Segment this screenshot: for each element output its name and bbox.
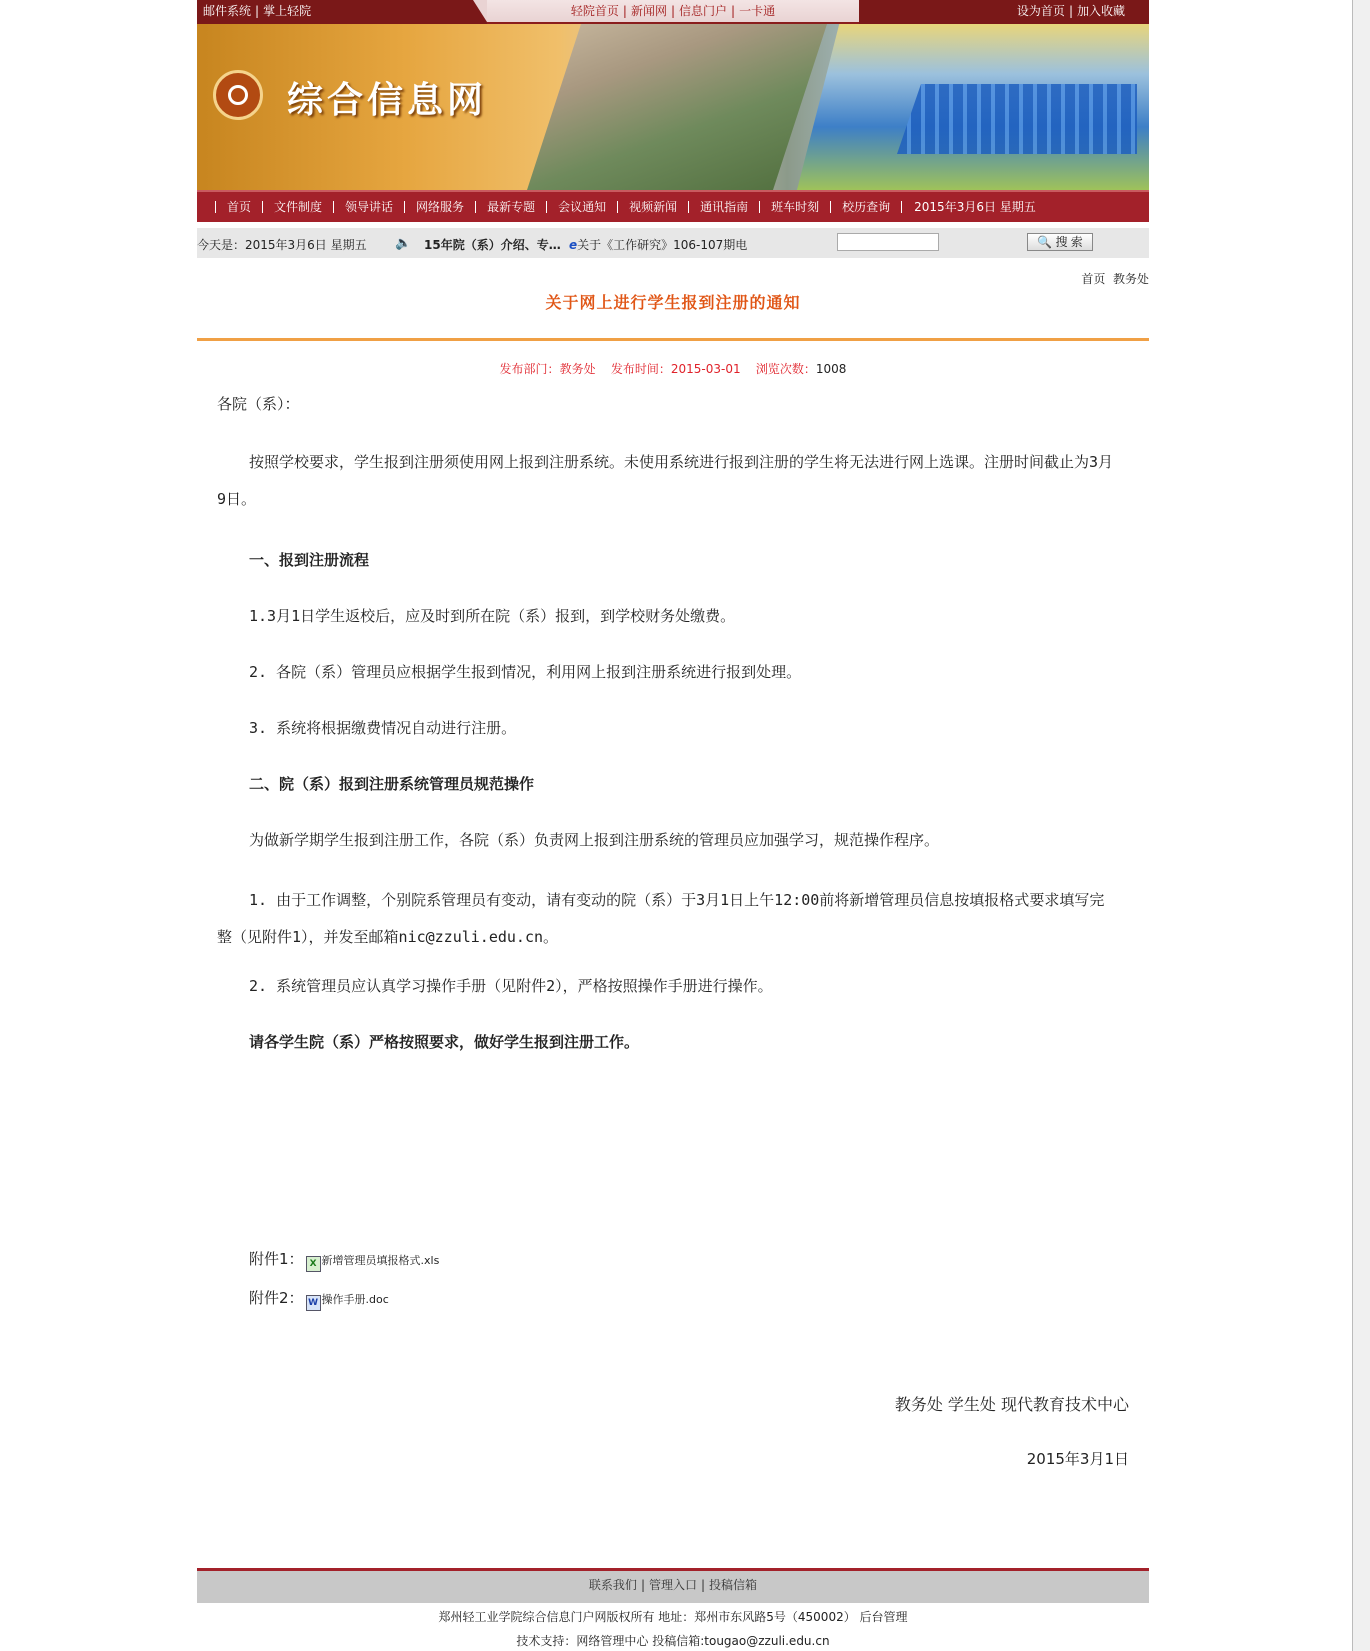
search-button[interactable]	[1027, 233, 1093, 251]
ticker-news-item-2[interactable]: 关于《工作研究》106-107期电	[577, 238, 748, 252]
signature-departments: 教务处 学生处 现代教育技术中心	[894, 1395, 1129, 1414]
add-favorite-link[interactable]: 加入收藏	[1076, 4, 1125, 18]
meta-dept: 教务处	[559, 362, 596, 376]
footer-support: 技术支持：网络管理中心 投稿信箱:tougao@zzuli.edu.cn	[516, 1634, 830, 1648]
meta-time-label: 发布时间：	[610, 362, 671, 376]
banner-building-photo	[527, 24, 827, 190]
search-input[interactable]	[837, 233, 939, 251]
nav-item-home[interactable]: 首页	[215, 201, 262, 213]
breadcrumb	[1081, 270, 1149, 287]
attachment-2	[249, 1287, 389, 1311]
step-3: 3. 系统将根据缴费情况自动进行注册。	[249, 719, 517, 737]
ticker-news-item[interactable]: 15年院（系）介绍、专…	[424, 238, 561, 252]
top-bar-right: 设为首页 | 加入收藏	[859, 0, 1149, 24]
footer-submit-link[interactable]: 投稿信箱	[709, 1578, 758, 1592]
meta-views-label: 浏览次数：	[755, 362, 816, 376]
news-link[interactable]: 新闻网	[630, 4, 667, 18]
search-button-label: 搜 索	[1055, 235, 1083, 249]
paragraph-admin: 为做新学期学生报到注册工作，各院（系）负责网上报到注册系统的管理员应加强学习，规范操作程序。	[249, 831, 940, 849]
meta-time: 2015-03-01	[670, 362, 741, 376]
attachment-1-link[interactable]: 新增管理员填报格式.xls	[321, 1254, 440, 1267]
word-file-icon: W	[306, 1295, 321, 1311]
meta-views: 1008	[815, 362, 847, 376]
nav-date: 2015年3月6日 星期五	[901, 201, 1048, 213]
nav-item-network[interactable]: 网络服务	[404, 201, 475, 213]
signature-date: 2015年3月1日	[1026, 1450, 1129, 1468]
heading-process: 一、报到注册流程	[249, 551, 370, 569]
heading-admin: 二、院（系）报到注册系统管理员规范操作	[249, 775, 535, 793]
footer-admin-link[interactable]: 管理入口	[648, 1578, 697, 1592]
nav-item-speeches[interactable]: 领导讲话	[333, 201, 404, 213]
task-2: 2. 系统管理员应认真学习操作手册（见附件2），严格按照操作手册进行操作。	[249, 977, 773, 995]
paragraph-intro: 按照学校要求，学生报到注册须使用网上报到注册系统。未使用系统进行报到注册的学生将无法进行网上选课。注册时间截止为3月9日。	[217, 453, 1114, 508]
closing-note: 请各学生院（系）严格按照要求，做好学生报到注册工作。	[249, 1033, 640, 1051]
article-title: 关于网上进行学生报到注册的通知	[545, 293, 801, 312]
top-bar-center: 轻院首页 | 新闻网 | 信息门户 | 一卡通	[487, 0, 859, 22]
breadcrumb-home[interactable]: 首页	[1081, 272, 1106, 286]
nav-item-directory[interactable]: 通讯指南	[688, 201, 759, 213]
vertical-scrollbar[interactable]	[1352, 0, 1370, 1651]
top-bar	[197, 0, 1149, 24]
footer-contact-link[interactable]: 联系我们	[588, 1578, 637, 1592]
mail-system-link[interactable]: 邮件系统	[203, 4, 252, 18]
nav-item-bus[interactable]: 班车时刻	[759, 201, 830, 213]
portal-link[interactable]: 信息门户	[679, 4, 728, 18]
ticker-bar	[197, 228, 1149, 258]
banner	[197, 24, 1149, 190]
attachment-1	[249, 1248, 439, 1272]
banner-seats	[897, 84, 1137, 154]
greeting: 各院（系）：	[217, 395, 300, 413]
attachment-2-label: 附件2：	[249, 1289, 304, 1307]
breadcrumb-dept[interactable]: 教务处	[1112, 272, 1149, 286]
site-title: 综合信息网	[287, 79, 488, 121]
nav-item-documents[interactable]: 文件制度	[262, 201, 333, 213]
mobile-link[interactable]: 掌上轻院	[263, 4, 312, 18]
meta-dept-label: 发布部门：	[499, 362, 560, 376]
page-container	[197, 0, 1149, 1648]
footer-copyright: 郑州轻工业学院综合信息门户网版权所有 地址：郑州市东风路5号（450002） 后台管理	[438, 1610, 908, 1624]
footer-links-bar: 联系我们 | 管理入口 | 投稿信箱	[197, 1568, 1149, 1603]
top-bar-left: 邮件系统 | 掌上轻院	[197, 0, 487, 24]
today-date: 今天是：2015年3月6日 星期五	[197, 238, 367, 252]
magnifier-icon: 🔍	[1037, 235, 1053, 249]
excel-file-icon: X	[306, 1256, 321, 1272]
nav-item-video[interactable]: 视频新闻	[617, 201, 688, 213]
card-link[interactable]: 一卡通	[739, 4, 776, 18]
ie-icon: e	[569, 238, 578, 252]
main-nav	[197, 190, 1149, 222]
attachment-2-link[interactable]: 操作手册.doc	[321, 1293, 389, 1306]
nav-item-meetings[interactable]: 会议通知	[546, 201, 617, 213]
task-1: 1. 由于工作调整，个别院系管理员有变动，请有变动的院（系）于3月1日上午12:00前将新增管理员信息按填报格式要求填写完整（见附件1），并发至邮箱nic@zzuli.edu.cn。	[217, 891, 1105, 946]
home-link[interactable]: 轻院首页	[570, 4, 619, 18]
attachment-1-label: 附件1：	[249, 1250, 304, 1268]
step-2: 2. 各院（系）管理员应根据学生报到情况，利用网上报到注册系统进行报到处理。	[249, 663, 802, 681]
speaker-icon: 🔈	[395, 236, 412, 251]
nav-item-topics[interactable]: 最新专题	[475, 201, 546, 213]
nav-item-calendar[interactable]: 校历查询	[830, 201, 901, 213]
university-logo-icon	[213, 70, 263, 120]
article-meta	[197, 360, 1149, 377]
set-home-link[interactable]: 设为首页	[1016, 4, 1065, 18]
step-1: 1.3月1日学生返校后，应及时到所在院（系）报到，到学校财务处缴费。	[249, 607, 736, 625]
title-divider	[197, 338, 1149, 341]
